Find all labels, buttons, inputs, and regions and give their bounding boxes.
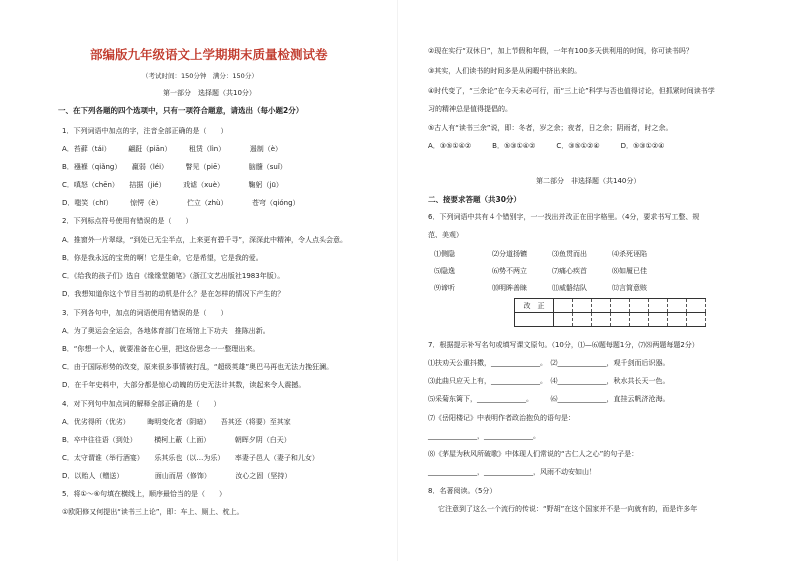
grid-cell[interactable] [668, 313, 687, 327]
word-option: ⑻如履已佳 [612, 267, 647, 275]
word-option: ⑴侧隐 [434, 250, 455, 258]
fill-blank-line: ⑺《岳阳楼记》中表明作者政治抱负的语句是： [428, 414, 575, 422]
grid-cell[interactable] [592, 299, 611, 313]
option-line: C．由于国际形势的改变，原来很多事情被打乱，“超级英雄”奥巴马再也无法力挽狂澜。 [62, 363, 334, 371]
title: 部编版九年级语文上学期期末质量检测试卷 [90, 47, 328, 62]
grid-cell[interactable] [649, 313, 668, 327]
sentence-line: ⑤古人有“读书三余”说，即：冬者，岁之余；夜者，日之余；阴雨者，时之余。 [428, 124, 673, 132]
question-line: 4．对下列句中加点词的解释全部正确的是（ ） [62, 400, 221, 408]
word-option: ⑾威骼结队 [552, 284, 587, 292]
correction-grid[interactable] [514, 298, 706, 327]
passage-line: 它注意到了这么一个流行的传说：“野胡”在这个国家并不是一向就有的，而是许多年 [438, 505, 698, 513]
option-line: A．推窗外一片翠绿，“到处已无尘半点，上来更有碧千寻”，深深此中精神，令人点头会意。 [62, 236, 348, 244]
sentence-line: ③其实，人们读书的时间多是从闲暇中挤出来的。 [428, 67, 582, 75]
grid-cell[interactable] [630, 299, 649, 313]
word-option: ⑺痛心疾首 [552, 267, 587, 275]
question-line: 6．下列词语中共有４个错别字，一一找出并改正在田字格里。（4分，要求书写工整、规 [428, 213, 700, 221]
fill-blank-line: ⑶此曲只应天上有，______________。 ⑷______________，秋水共长天一色。 [428, 377, 670, 385]
option-line: A．③⑤①④② B．⑤③①④② C．③⑤①②④ D．⑤③①②④ [428, 142, 665, 150]
option-line: D．以贻人（赠送） 面山而居（修饰） 汝心之固（坚持） [62, 472, 292, 480]
grid-cell[interactable] [630, 313, 649, 327]
grid-cell[interactable] [687, 313, 706, 327]
grid-cell[interactable] [554, 313, 573, 327]
word-option: ⑷杀死诬陷 [612, 250, 647, 258]
grid-cell[interactable] [668, 299, 687, 313]
exam-info: （考试时间：150分钟 满分：150分） [142, 72, 258, 80]
sentence-line: 习的精神总是值得提倡的。 [428, 105, 512, 113]
fill-blank-line: ______________，______________，风雨不动安如山！ [428, 468, 596, 476]
option-line: A．苔藓（tái） 翩跹（piān） 租赁（lìn） 遏制（è） [62, 145, 283, 153]
option-line: D．我想知道你这个节目当初的动机是什么？是在怎样的情况下产生的？ [62, 290, 285, 298]
section1-heading: 一、在下列各题的四个选项中，只有一项符合题意，请选出（每小题2分） [58, 106, 304, 115]
section2-heading: 二、接要求答题（共30分） [428, 195, 521, 204]
option-line: B．“你想一个人，就要准备在心里，把这份思念一一整理出来。 [62, 345, 260, 353]
option-line: C．太守谓谁（举行酒宴） 乐其乐也（以…为乐） 率妻子邑人（妻子和儿女） [62, 454, 319, 462]
grid-cell[interactable] [573, 313, 592, 327]
part1-heading: 第一部分 选择题（共10分） [163, 89, 256, 97]
fill-blank-line: ______________，______________。 [428, 432, 540, 440]
option-line: ①欧阳修又何提出“读书三上论”，即：车上、厕上、枕上。 [62, 508, 244, 516]
question-line: 3．下列各句中，加点的词语使用有错误的是（ ） [62, 309, 228, 317]
option-line: C．《给我的孩子们》选自《缘缘堂随笔》（浙江文艺出版社1983年版）。 [62, 272, 285, 280]
option-line: D．在千年史料中，大部分都是惊心动魄的历史无法计其数，读起来令人震撼。 [62, 381, 306, 389]
option-line: B．襁褓（qiǎng） 羸弱（léi） 瞥见（piē） 脑髓（suǐ） [62, 163, 287, 171]
fill-blank-line: ⑻《茅屋为秋风所破歌》中体现人们常说的“古仁人之心”的句子是： [428, 450, 639, 458]
grid-cell[interactable] [554, 299, 573, 313]
question-line: 2．下列标点符号使用有错误的是（ ） [62, 217, 193, 225]
word-option: ⑵分道扬镳 [492, 250, 527, 258]
question-line: 7．根据提示补写名句或填写课文原句。（10分，⑴—⑹题每题1分，⑺⑻两题每题2分） [428, 341, 699, 349]
fill-blank-line: ⑴扶劝天公重抖擞，______________。 ⑵______________，观千剑而后识器。 [428, 359, 670, 367]
question-line: 范、美观） [428, 231, 463, 239]
sentence-line: ②现在实行“双休日”，加上节假和年假，一年有100多天供利用的时间，你可读书吗？ [428, 47, 693, 55]
grid-cell[interactable] [611, 299, 630, 313]
word-option: ⑿言简意赅 [612, 284, 647, 292]
option-line: C．嗔怒（chēn） 拮据（jié） 戏谑（xuè） 鞠躬（jū） [62, 181, 283, 189]
column-divider [397, 0, 398, 561]
grid-cell[interactable] [573, 299, 592, 313]
question-line: 5．将①～⑥句填在横线上，顺序最恰当的是（ ） [62, 490, 227, 498]
word-option: ⑶鱼贯而出 [552, 250, 587, 258]
correction-label: 改 正 [515, 299, 554, 313]
option-line: B．卒中往往语（到处） 横柯上蔽（上面） 朝晖夕阴（白天） [62, 436, 291, 444]
word-option: ⑽明眸善睐 [492, 284, 527, 292]
fill-blank-line: ⑸采菊东篱下，______________。 ⑹______________，直挂云帆济沧海。 [428, 395, 670, 403]
question-line: 1．下列词语中加点的字，注音全部正确的是（ ） [62, 127, 228, 135]
grid-cell[interactable] [592, 313, 611, 327]
word-option: ⑼谛听 [434, 284, 455, 292]
part2-heading: 第二部分 非选择题（共140分） [536, 177, 641, 185]
question-line: 8．名著阅读。（5分） [428, 487, 497, 495]
sentence-line: ④时代变了，“三余论”在今天未必可行，而“三上论”科学与否也值得讨论，但抓紧时间读书学 [428, 87, 715, 95]
option-line: B．你是我永远的宝贵的啊！它是生命，它是希望，它是我的爱。 [62, 254, 263, 262]
option-line: D．嗤笑（chī） 惊愕（è） 伫立（zhù） 苍穹（qióng） [62, 199, 300, 207]
grid-label-blank [515, 313, 554, 327]
grid-cell[interactable] [649, 299, 668, 313]
option-line: A．为了奥运会全运会，各地体育部门在场馆上下功夫 推陈出新。 [62, 327, 270, 335]
grid-cell[interactable] [687, 299, 706, 313]
word-option: ⑹势不两立 [492, 267, 527, 275]
grid-cell[interactable] [611, 313, 630, 327]
option-line: A．优劣得所（优劣） 晦明变化者（阴暗） 吾其还（将要）至其家 [62, 418, 291, 426]
word-option: ⑸隐逸 [434, 267, 455, 275]
